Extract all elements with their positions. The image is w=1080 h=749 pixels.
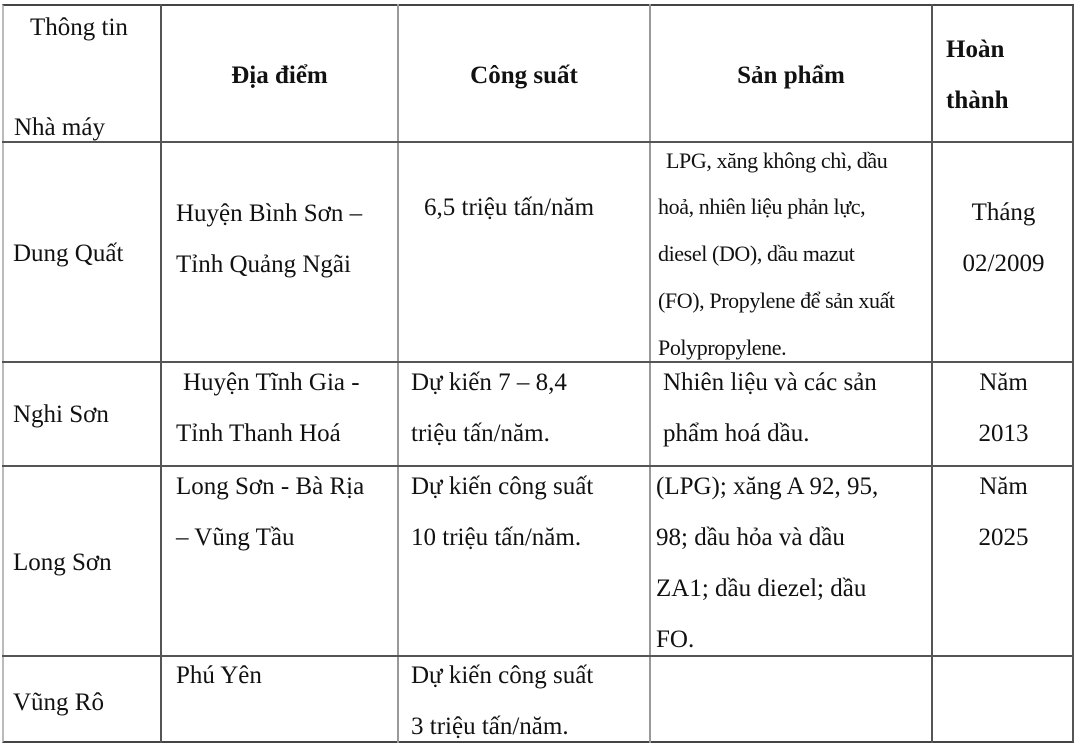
col-divider-3 [649, 4, 651, 743]
row2-location-line2: Tỉnh Thanh Hoá [176, 420, 341, 447]
col-divider-1 [160, 4, 162, 743]
row2-location-line1: Huyện Tĩnh Gia - [183, 369, 360, 396]
row2-completion-line2: 2013 [978, 420, 1029, 447]
row1-capacity: 6,5 triệu tấn/năm [424, 194, 595, 221]
row1-plant: Dung Quất [13, 240, 124, 267]
row2-capacity-line2: triệu tấn/năm. [411, 420, 550, 447]
row1-products-line5: Polypropylene. [658, 335, 787, 360]
row3-products-line3: ZA1; dầu diezel; dầu [656, 575, 867, 602]
header-location: Địa điểm [231, 62, 328, 89]
row3-products-line4: FO. [656, 626, 695, 653]
row3-location-line2: – Vũng Tầu [176, 524, 295, 551]
row4-completion-empty [933, 657, 1074, 741]
row1-products-line1: LPG, xăng không chì, dầu [666, 148, 888, 173]
row1-completion-line2: 02/2009 [962, 250, 1045, 277]
row1-products-line2: hoả, nhiên liệu phản lực, [658, 194, 866, 219]
row4-plant: Vũng Rô [13, 689, 104, 716]
row1-completion-line1: Tháng [971, 199, 1036, 226]
row4-capacity-line1: Dự kiến công suất [411, 662, 594, 689]
row3-completion-line1: Năm [979, 473, 1028, 500]
col-divider-2 [397, 4, 399, 743]
row1-location-line1: Huyện Bình Sơn – [176, 200, 363, 227]
row4-capacity-line2: 3 triệu tấn/năm. [411, 713, 569, 740]
row4-products-empty [651, 657, 931, 741]
row1-products-line3: diesel (DO), dầu mazut [658, 241, 855, 266]
header-products: Sản phẩm [737, 62, 845, 89]
row3-location-line1: Long Sơn - Bà Rịa [176, 473, 365, 500]
row3-capacity-line1: Dự kiến công suất [411, 473, 594, 500]
row3-plant: Long Sơn [13, 549, 112, 576]
header-capacity: Công suất [470, 62, 578, 89]
row2-plant: Nghi Sơn [13, 401, 109, 428]
row2-capacity-line1: Dự kiến 7 – 8,4 [411, 369, 567, 396]
row1-products-line4: (FO), Propylene để sản xuất [658, 288, 895, 313]
row2-products-line1: Nhiên liệu và các sản [663, 369, 877, 396]
header-completion-line1: Hoàn [946, 36, 1005, 63]
row3-products-line1: (LPG); xăng A 92, 95, [656, 473, 879, 500]
header-plant-info-top: Thông tin [30, 14, 128, 41]
header-completion-line2: thành [946, 87, 1009, 114]
header-plant-info-bottom: Nhà máy [14, 114, 105, 141]
row4-location: Phú Yên [176, 662, 262, 689]
row3-capacity-line2: 10 triệu tấn/năm. [411, 524, 582, 551]
row2-products-line2: phẩm hoá dầu. [663, 420, 810, 447]
row3-completion-line2: 2025 [978, 524, 1029, 551]
row1-location-line2: Tỉnh Quảng Ngãi [176, 251, 351, 278]
row2-completion-line1: Năm [979, 369, 1028, 396]
row3-products-line2: 98; dầu hỏa và dầu [656, 524, 845, 551]
